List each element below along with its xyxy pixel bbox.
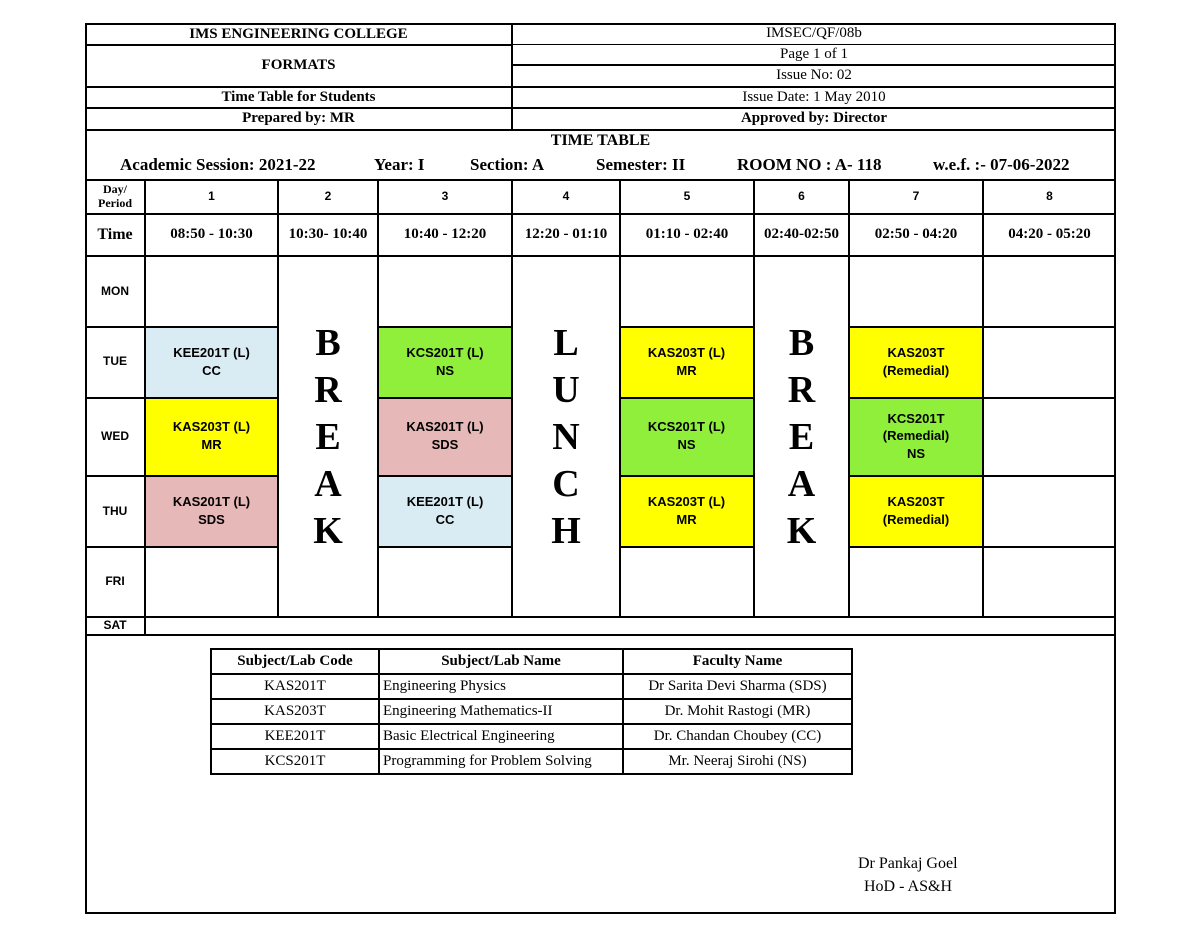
signatory-designation: HoD - AS&H [864, 878, 953, 895]
time-3: 10:40 - 12:20 [403, 226, 487, 243]
time-7: 02:50 - 04:20 [874, 226, 958, 243]
break1-letter: R [314, 369, 342, 411]
legend-row: KAS203T Engineering Mathematics-II Dr. Mohit Rastogi (MR) [211, 699, 852, 724]
lunch-letter: L [553, 322, 579, 364]
effective-date: w.e.f. :- 07-06-2022 [933, 155, 1070, 174]
time-5: 01:10 - 02:40 [645, 226, 729, 243]
class-cell-thu-p7: KAS203T (Remedial) [882, 494, 950, 527]
period-1: 1 [208, 188, 215, 203]
period-7: 7 [912, 188, 920, 203]
college-name: IMS ENGINEERING COLLEGE [189, 25, 408, 42]
class-cell-tue-p3: KCS201T (L) NS [406, 345, 484, 378]
break1-letter: A [314, 463, 342, 505]
day-thu: THU [102, 503, 128, 518]
class-cell-thu-p5: KAS203T (L) MR [647, 494, 726, 527]
time-8: 04:20 - 05:20 [1008, 226, 1091, 243]
legend-row: KEE201T Basic Electrical Engineering Dr. Chandan Choubey (CC) [211, 724, 852, 749]
class-cell-wed-p3: KAS201T (L) SDS [406, 419, 484, 452]
break2-letter: B [788, 322, 815, 364]
signatory-name: Dr Pankaj Goel [858, 855, 958, 872]
time-label: Time [97, 225, 133, 243]
academic-session: Academic Session: 2021-22 [120, 155, 316, 174]
page-number: Page 1 of 1 [780, 46, 848, 63]
issue-number: Issue No: 02 [776, 66, 852, 83]
day-period-label: Day/ Period [98, 182, 132, 210]
period-6: 6 [798, 188, 805, 203]
break2-letter: E [788, 416, 815, 458]
period-5: 5 [683, 188, 691, 203]
time-1: 08:50 - 10:30 [170, 226, 253, 243]
break-column-2 [754, 320, 849, 555]
class-cell-tue-p7: KAS203T (Remedial) [882, 345, 950, 378]
break1-letter: E [315, 416, 341, 458]
class-cell-tue-p1: KEE201T (L) CC [173, 345, 250, 378]
prepared-by: Prepared by: MR [242, 109, 355, 126]
class-cell-thu-p3: KEE201T (L) CC [406, 494, 484, 527]
class-cell-wed-p7: KCS201T (Remedial) NS [882, 410, 950, 461]
class-cell-wed-p1: KAS203T (L) MR [172, 419, 251, 452]
day-tue: TUE [103, 354, 127, 369]
lunch-column [512, 320, 620, 555]
lunch-letter: H [551, 510, 581, 552]
period-8: 8 [1046, 188, 1053, 203]
break-column-1 [278, 320, 378, 555]
time-2: 10:30- 10:40 [288, 226, 368, 243]
approved-by: Approved by: Director [740, 109, 888, 126]
lunch-letter: C [552, 463, 580, 505]
document-code: IMSEC/QF/08b [766, 25, 862, 42]
break2-letter: K [786, 510, 817, 552]
timetable-title: TIME TABLE [550, 131, 651, 149]
time-6: 02:40-02:50 [764, 226, 839, 243]
break2-letter: R [787, 369, 816, 411]
semester-label: Semester: II [596, 155, 686, 174]
break2-letter: A [787, 463, 816, 505]
document-title: Time Table for Students [221, 88, 376, 105]
legend-row: KAS201T Engineering Physics Dr Sarita Devi Sharma (SDS) [211, 674, 852, 699]
subject-legend-table [210, 648, 853, 775]
room-number: ROOM NO : A- 118 [737, 155, 882, 174]
legend-header-row [211, 649, 852, 674]
period-4: 4 [562, 188, 570, 203]
legend-row: KCS201T Programming for Problem Solving Mr. Neeraj Sirohi (NS) [211, 749, 852, 774]
legend-header: Subject/Lab Name [379, 649, 623, 674]
issue-date: Issue Date: 1 May 2010 [742, 88, 886, 105]
day-fri: FRI [105, 574, 125, 589]
formats-label: FORMATS [261, 56, 336, 73]
day-sat: SAT [103, 618, 127, 633]
legend-header: Faculty Name [623, 649, 852, 674]
legend-header: Subject/Lab Code [211, 649, 379, 674]
time-4: 12:20 - 01:10 [524, 226, 608, 243]
period-3: 3 [441, 188, 449, 203]
class-cell-wed-p5: KCS201T (L) NS [647, 419, 726, 452]
year-label: Year: I [374, 155, 425, 174]
day-mon: MON [101, 283, 129, 298]
day-wed: WED [101, 429, 129, 444]
class-cell-tue-p5: KAS203T (L) MR [647, 345, 726, 378]
period-2: 2 [324, 188, 332, 203]
break1-letter: B [315, 322, 341, 364]
break1-letter: K [313, 510, 343, 552]
section-label: Section: A [470, 155, 545, 174]
lunch-letter: N [552, 416, 580, 458]
lunch-letter: U [552, 369, 580, 411]
class-cell-thu-p1: KAS201T (L) SDS [172, 494, 251, 527]
